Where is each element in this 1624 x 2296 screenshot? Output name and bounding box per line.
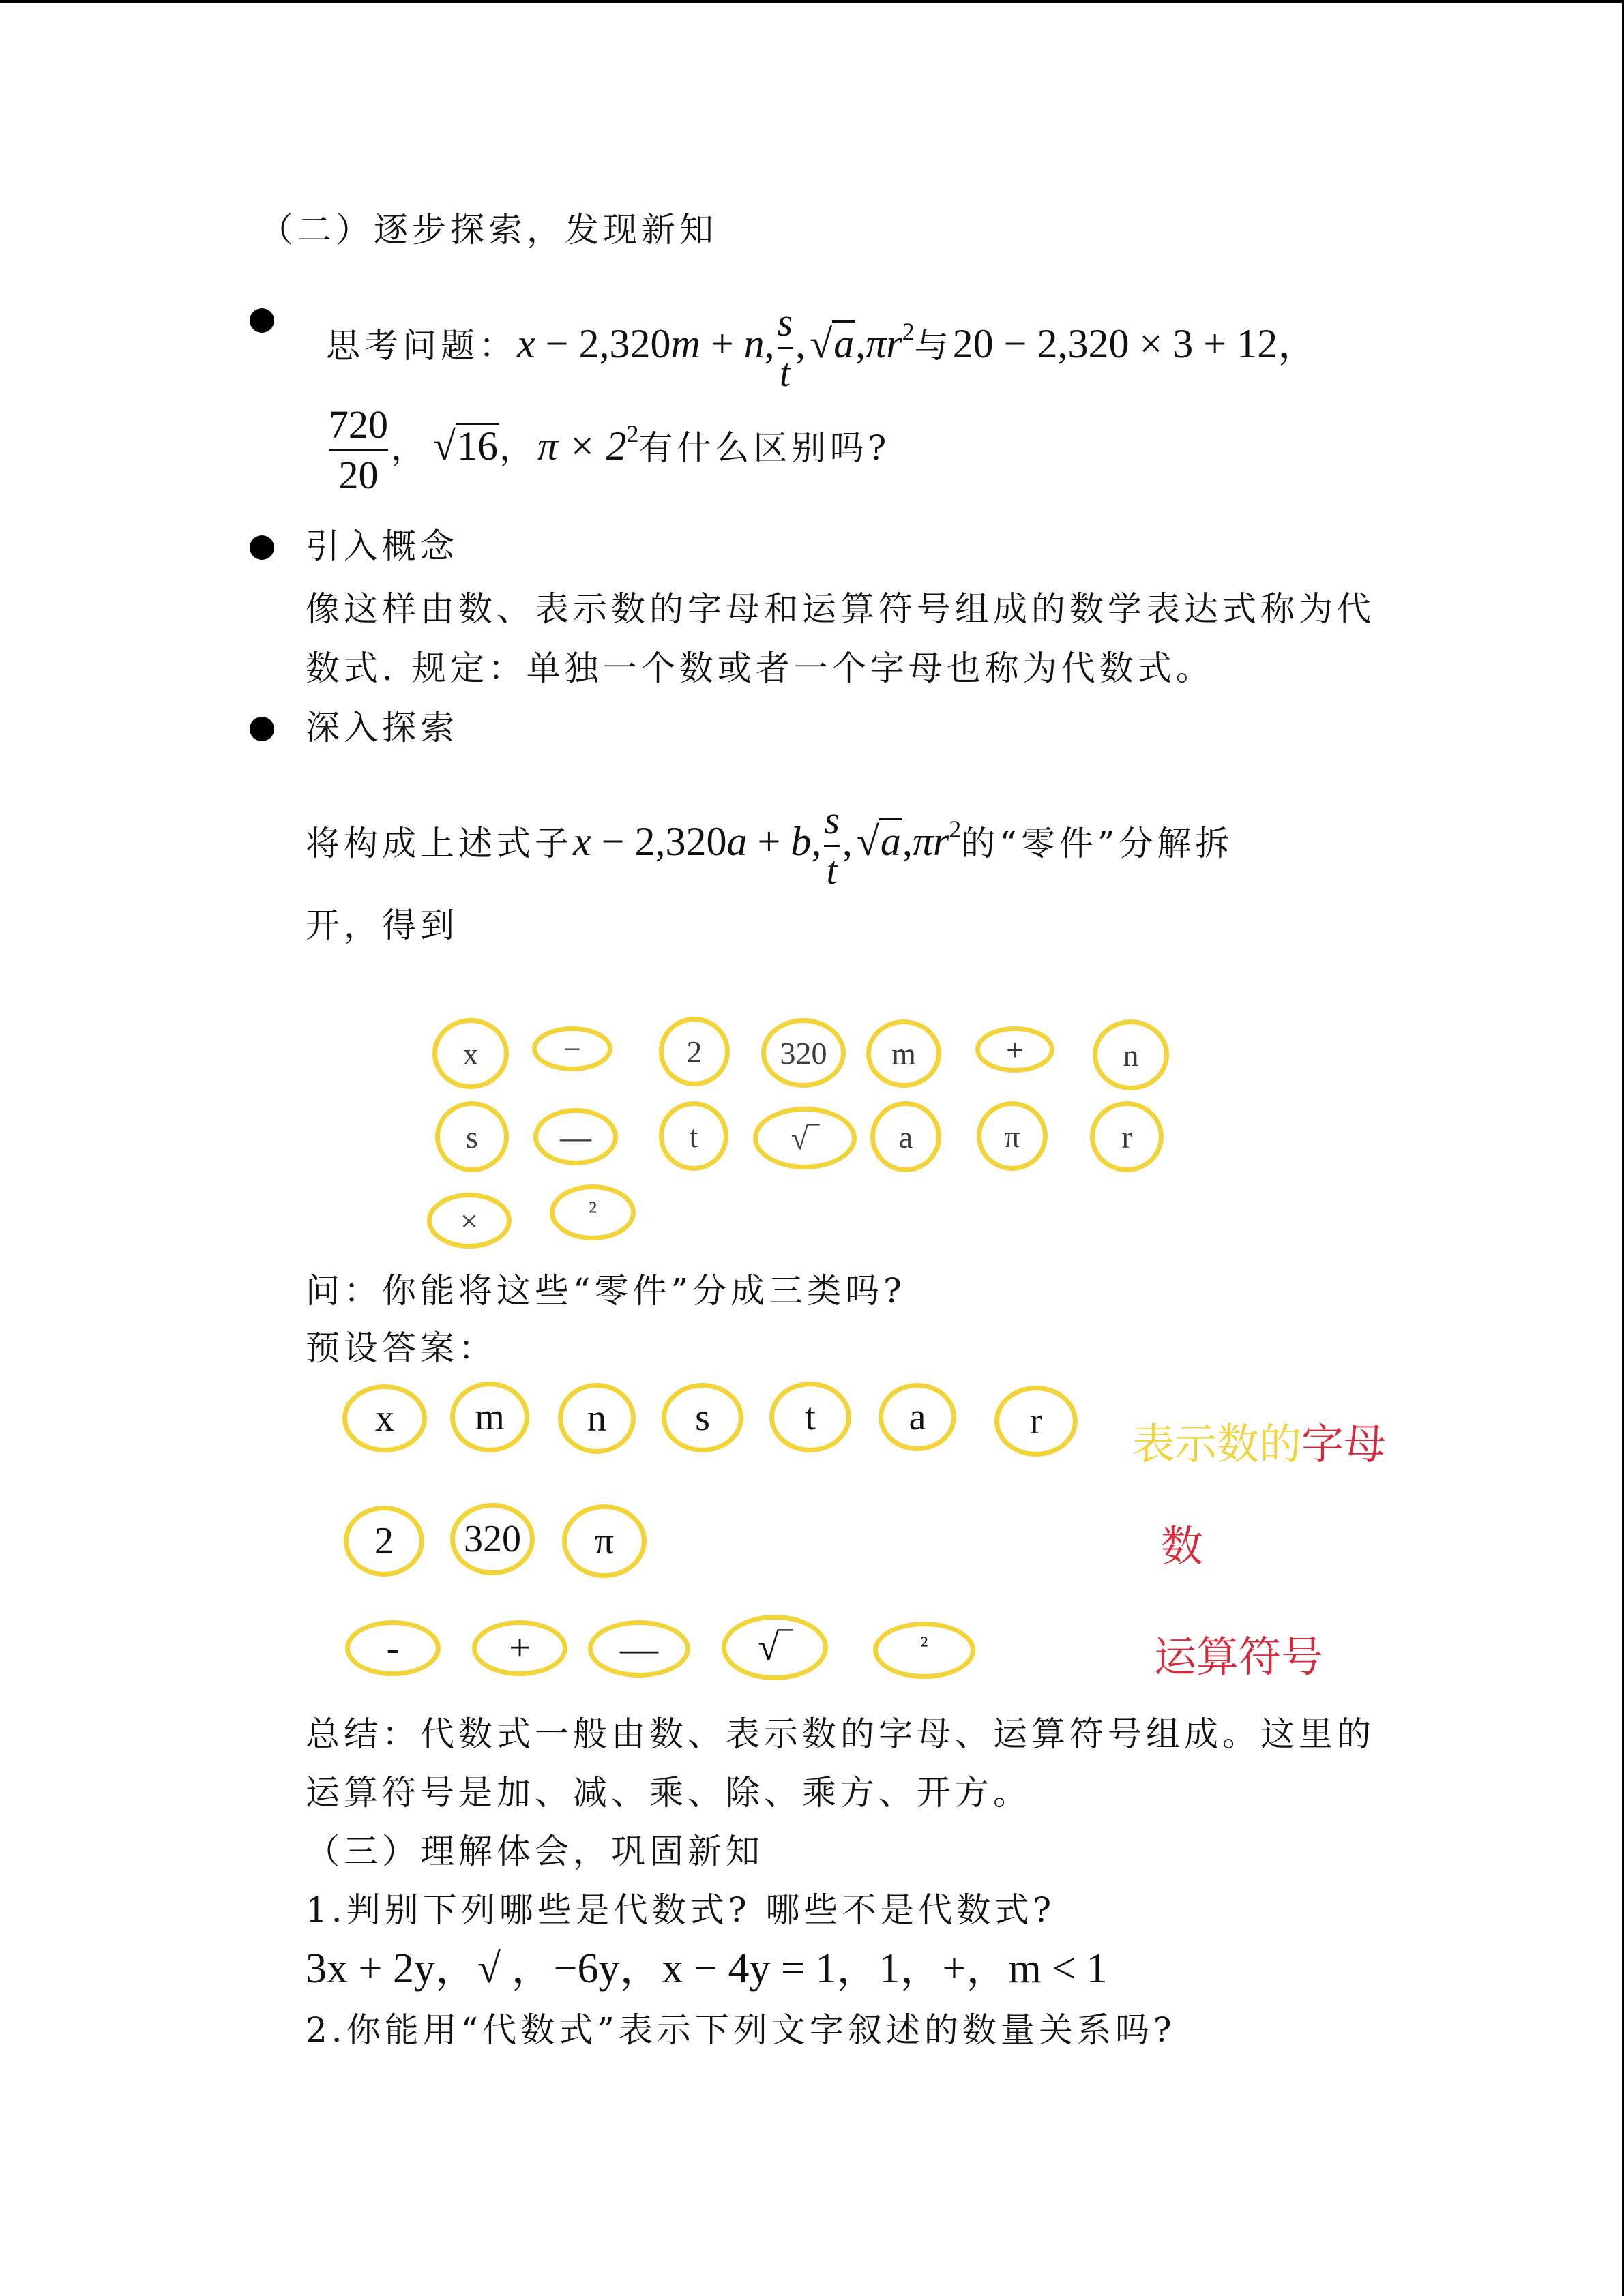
number-chip: 2 xyxy=(344,1506,424,1577)
deep-title: 深入探索 xyxy=(306,708,458,747)
think-expression-2: 20 − 2,320 × 3 + 12， xyxy=(952,320,1319,366)
part-chip: — xyxy=(533,1108,618,1165)
letter-chip: x xyxy=(342,1384,427,1452)
letter-chip: s xyxy=(662,1383,743,1452)
part-chip: r xyxy=(1090,1101,1164,1172)
part-chip: ² xyxy=(550,1184,636,1240)
section-heading-3: （三）理解体会，巩固新知 xyxy=(306,1832,764,1871)
deep-body-line1: 将构成上述式子x − 2,320a + b, $\frac{s}{t}$ , $√a,\pi r^2$的“零件”分解拆 xyxy=(306,798,1234,893)
category-label-numbers: 数 xyxy=(1161,1521,1204,1571)
think-question-line2: $\frac{720}{20}$ ， √16，$\pi \times 2^2$有什么区别吗? xyxy=(329,402,891,497)
section-heading-2: （二）逐步探索，发现新知 xyxy=(259,210,718,250)
answer-label: 预设答案： xyxy=(306,1328,497,1368)
operator-chip: — xyxy=(588,1620,690,1678)
part-chip: × xyxy=(427,1193,512,1249)
deep-body-line2: 开，得到 xyxy=(306,906,458,945)
part-chip: a xyxy=(870,1101,941,1172)
question-2: 2.你能用“代数式”表示下列文字叙述的数量关系吗? xyxy=(306,2010,1176,2050)
parts-diagram xyxy=(416,999,1194,1251)
sqrt-16: √16 xyxy=(433,423,498,468)
bullet-icon xyxy=(250,717,274,741)
summary-line2: 运算符号是加、减、乘、除、乘方、开方。 xyxy=(306,1773,1031,1813)
category-label-operators: 运算符号 xyxy=(1154,1632,1324,1682)
fraction-s-over-t: $\frac{s}{t}$ xyxy=(777,300,793,395)
concept-title: 引入概念 xyxy=(306,526,458,566)
part-chip: s xyxy=(435,1101,509,1172)
operator-chip: + xyxy=(472,1620,567,1676)
part-chip: π xyxy=(977,1101,1048,1171)
part-chip: √‾ xyxy=(753,1107,857,1169)
deep-expression: x − 2,320a + b, $\frac{s}{t}$ , $√a,\pi r^2$ xyxy=(573,798,962,893)
part-chip: m xyxy=(866,1019,941,1088)
think-connector: 与 xyxy=(914,325,953,366)
question-1: 1.判别下列哪些是代数式? 哪些不是代数式? xyxy=(306,1890,1056,1930)
letter-chip: n xyxy=(558,1383,636,1454)
think-question-line1 xyxy=(326,300,1318,396)
question-1-items: 3x + 2y，√ ，−6y，x − 4y = 1，1，+，m < 1 xyxy=(306,1945,1108,1992)
part-chip: − xyxy=(532,1026,612,1071)
part-chip: 2 xyxy=(659,1017,730,1086)
fraction-720-over-20: $\frac{720}{20}$ xyxy=(329,402,388,497)
bullet-icon xyxy=(250,535,274,560)
letter-chip: m xyxy=(450,1382,529,1452)
question-text: 问：你能将这些“零件”分成三类吗? xyxy=(306,1271,906,1311)
number-chip: 320 xyxy=(450,1503,535,1575)
summary-line1: 总结：代数式一般由数、表示数的字母、运算符号组成。这里的 xyxy=(306,1714,1375,1754)
think-expression-1: x − 2,320m + n, $\frac{s}{t}$ , $√a,\pi r^2$ xyxy=(517,300,915,395)
bullet-icon xyxy=(250,308,274,333)
category-label-letters: 表示数的字母 xyxy=(1132,1419,1387,1469)
part-chip: 320 xyxy=(761,1018,846,1088)
part-chip: x xyxy=(432,1018,509,1089)
operator-chip: √‾ xyxy=(722,1615,828,1680)
letter-chip: a xyxy=(879,1383,956,1451)
part-chip: t xyxy=(659,1101,728,1171)
part-chip: n xyxy=(1093,1019,1169,1090)
number-chip: π xyxy=(562,1504,647,1578)
concept-body-line1: 像这样由数、表示数的字母和运算符号组成的数学表达式称为代 xyxy=(306,589,1375,629)
classify-diagram xyxy=(336,1369,1446,1703)
think-label: 思考问题： xyxy=(326,325,517,366)
page-top-border xyxy=(0,0,1624,3)
concept-body-line2: 数式. 规定：单独一个数或者一个字母也称为代数式。 xyxy=(306,648,1214,688)
part-chip: + xyxy=(975,1026,1054,1073)
operator-chip: - xyxy=(345,1620,441,1676)
letter-chip: r xyxy=(994,1386,1078,1457)
operator-chip: ² xyxy=(873,1622,975,1679)
think-question-tail: 有什么区别吗? xyxy=(638,428,891,468)
letter-chip: t xyxy=(769,1382,851,1452)
